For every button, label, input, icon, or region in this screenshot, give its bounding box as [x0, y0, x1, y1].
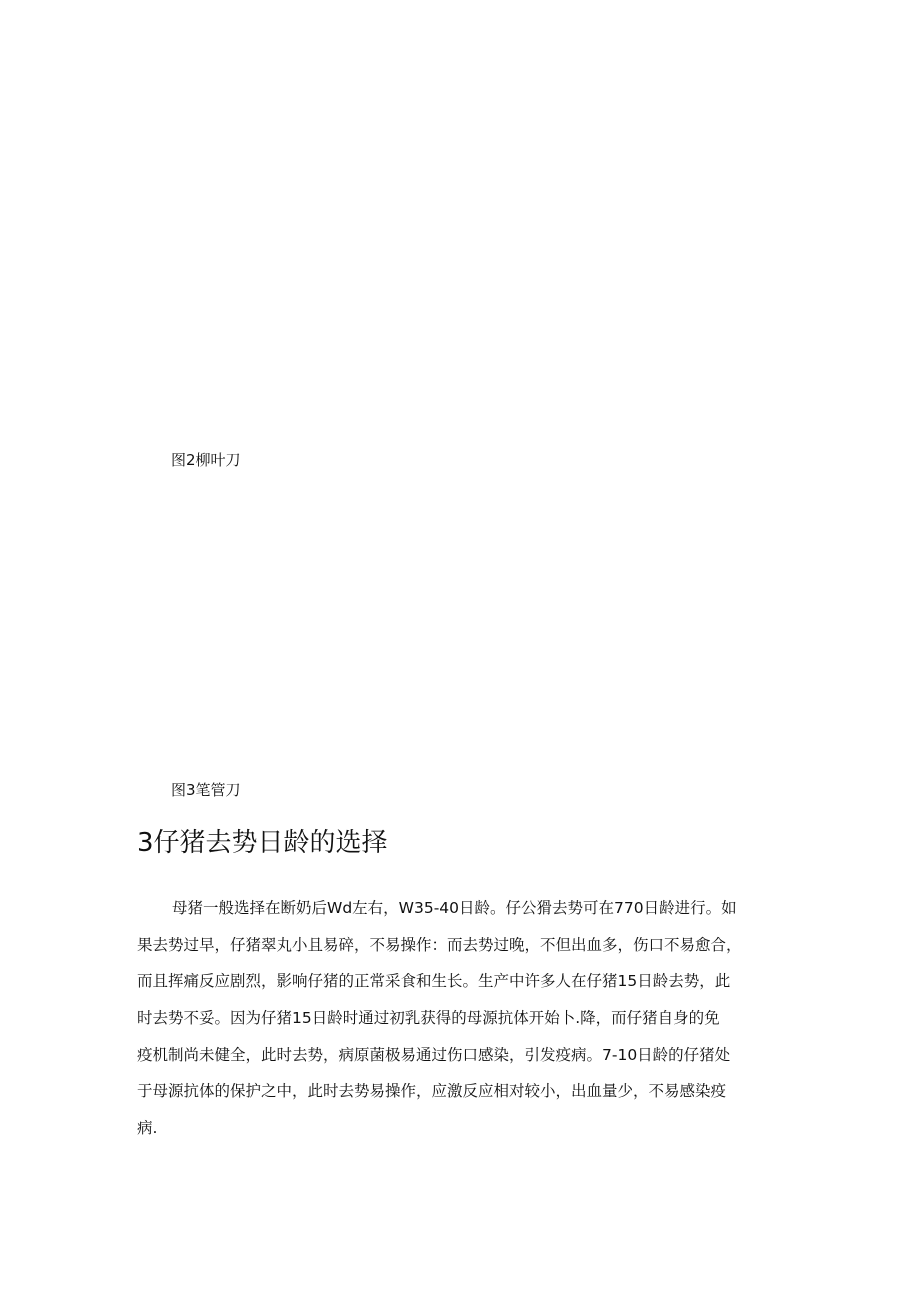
paragraph-line: 疫机制尚未健全，此时去势，病原菌极易通过伤口感染，引发疫病。7-10日龄的仔猪处: [137, 1045, 731, 1064]
section-heading: 3仔猪去势日龄的选择: [137, 828, 388, 858]
figure-2-image-area: [137, 60, 797, 430]
figure-3-caption: 图3笔管刀: [171, 781, 241, 799]
paragraph-line: 于母源抗体的保护之中，此时去势易操作，应激反应相对较小，出血量少，不易感染疫: [137, 1082, 727, 1101]
figure-3-image-area: [137, 478, 797, 768]
paragraph-line: 果去势过早，仔猪翠丸小且易碎，不易操作：而去势过晚，不但出血多，伤口不易愈合，: [137, 935, 742, 954]
paragraph-line: 而且挥痛反应剧烈，影响仔猪的正常采食和生长。生产中许多人在仔猪15日龄去势，此: [137, 972, 731, 991]
figure-2-caption: 图2柳叶刀: [171, 451, 241, 469]
body-paragraph: [137, 890, 797, 1147]
paragraph-line: 母猪一般选择在断奶后Wd左右，W35-40日龄。仔公猾去势可在770日龄进行。如: [172, 899, 737, 917]
paragraph-line: 时去势不妥。因为仔猪15日龄时通过初乳获得的母源抗体开始卜.降，而仔猪自身的免: [137, 1009, 720, 1028]
paragraph-line: 病.: [137, 1119, 158, 1138]
